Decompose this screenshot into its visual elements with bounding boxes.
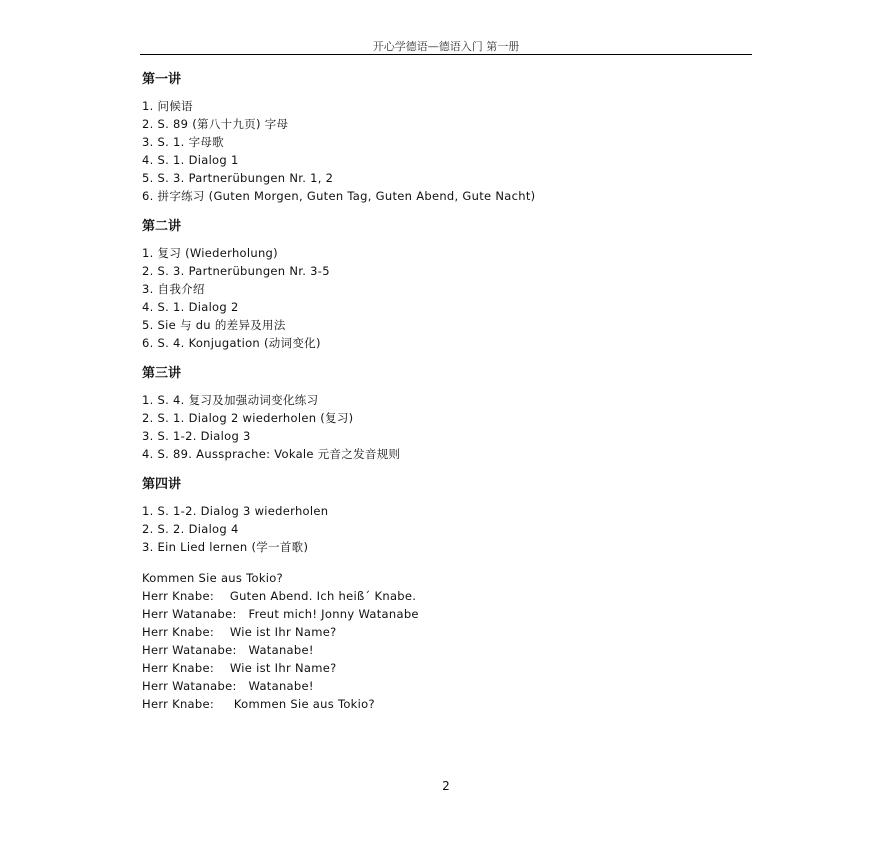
list-item: 3. Ein Lied lernen (学一首歌) [142, 540, 309, 554]
list-item: 1. 问候语 [142, 99, 193, 113]
lesson-section-3 [142, 365, 612, 463]
header-rule [140, 54, 752, 55]
running-header: 开心学德语—德语入门 第一册 [372, 40, 520, 53]
lesson-section-1 [142, 71, 612, 205]
lesson-outline [142, 71, 612, 713]
list-item: 2. S. 3. Partnerübungen Nr. 3-5 [142, 264, 330, 278]
list-item: 2. S. 2. Dialog 4 [142, 522, 239, 536]
list-item: 1. 复习 (Wiederholung) [142, 246, 278, 260]
page-number: 2 [442, 779, 450, 793]
list-item: 6. S. 4. Konjugation (动词变化) [142, 336, 321, 350]
lesson-section-4 [142, 476, 612, 556]
list-item: 4. S. 1. Dialog 2 [142, 300, 239, 314]
lesson-heading: 第四讲 [142, 477, 182, 492]
dialog-block [142, 569, 612, 713]
dialog-line: Herr Knabe: Kommen Sie aus Tokio? [142, 697, 375, 711]
dialog-line: Herr Knabe: Guten Abend. Ich heiß´ Knabe. [142, 589, 417, 603]
list-item: 2. S. 89 (第八十九页) 字母 [142, 117, 289, 131]
dialog-line: Herr Watanabe: Watanabe! [142, 679, 314, 693]
dialog-line: Herr Knabe: Wie ist Ihr Name? [142, 661, 337, 675]
dialog-line: Herr Watanabe: Freut mich! Jonny Watanabe [142, 607, 419, 621]
list-item: 4. S. 1. Dialog 1 [142, 153, 239, 167]
list-item: 5. Sie 与 du 的差异及用法 [142, 318, 286, 332]
list-item: 6. 拼字练习 (Guten Morgen, Guten Tag, Guten Abend, Gute Nacht) [142, 189, 536, 203]
list-item: 3. 自我介绍 [142, 282, 205, 296]
list-item: 3. S. 1. 字母歌 [142, 135, 224, 149]
dialog-title: Kommen Sie aus Tokio? [142, 571, 284, 585]
lesson-heading: 第一讲 [142, 72, 182, 87]
lesson-section-2 [142, 218, 612, 352]
list-item: 1. S. 1-2. Dialog 3 wiederholen [142, 504, 329, 518]
list-item: 5. S. 3. Partnerübungen Nr. 1, 2 [142, 171, 334, 185]
list-item: 4. S. 89. Aussprache: Vokale 元音之发音规则 [142, 447, 401, 461]
dialog-line: Herr Watanabe: Watanabe! [142, 643, 314, 657]
lesson-heading: 第三讲 [142, 366, 182, 381]
dialog-line: Herr Knabe: Wie ist Ihr Name? [142, 625, 337, 639]
list-item: 2. S. 1. Dialog 2 wiederholen (复习) [142, 411, 354, 425]
list-item: 1. S. 4. 复习及加强动词变化练习 [142, 393, 319, 407]
lesson-heading: 第二讲 [142, 219, 182, 234]
list-item: 3. S. 1-2. Dialog 3 [142, 429, 251, 443]
